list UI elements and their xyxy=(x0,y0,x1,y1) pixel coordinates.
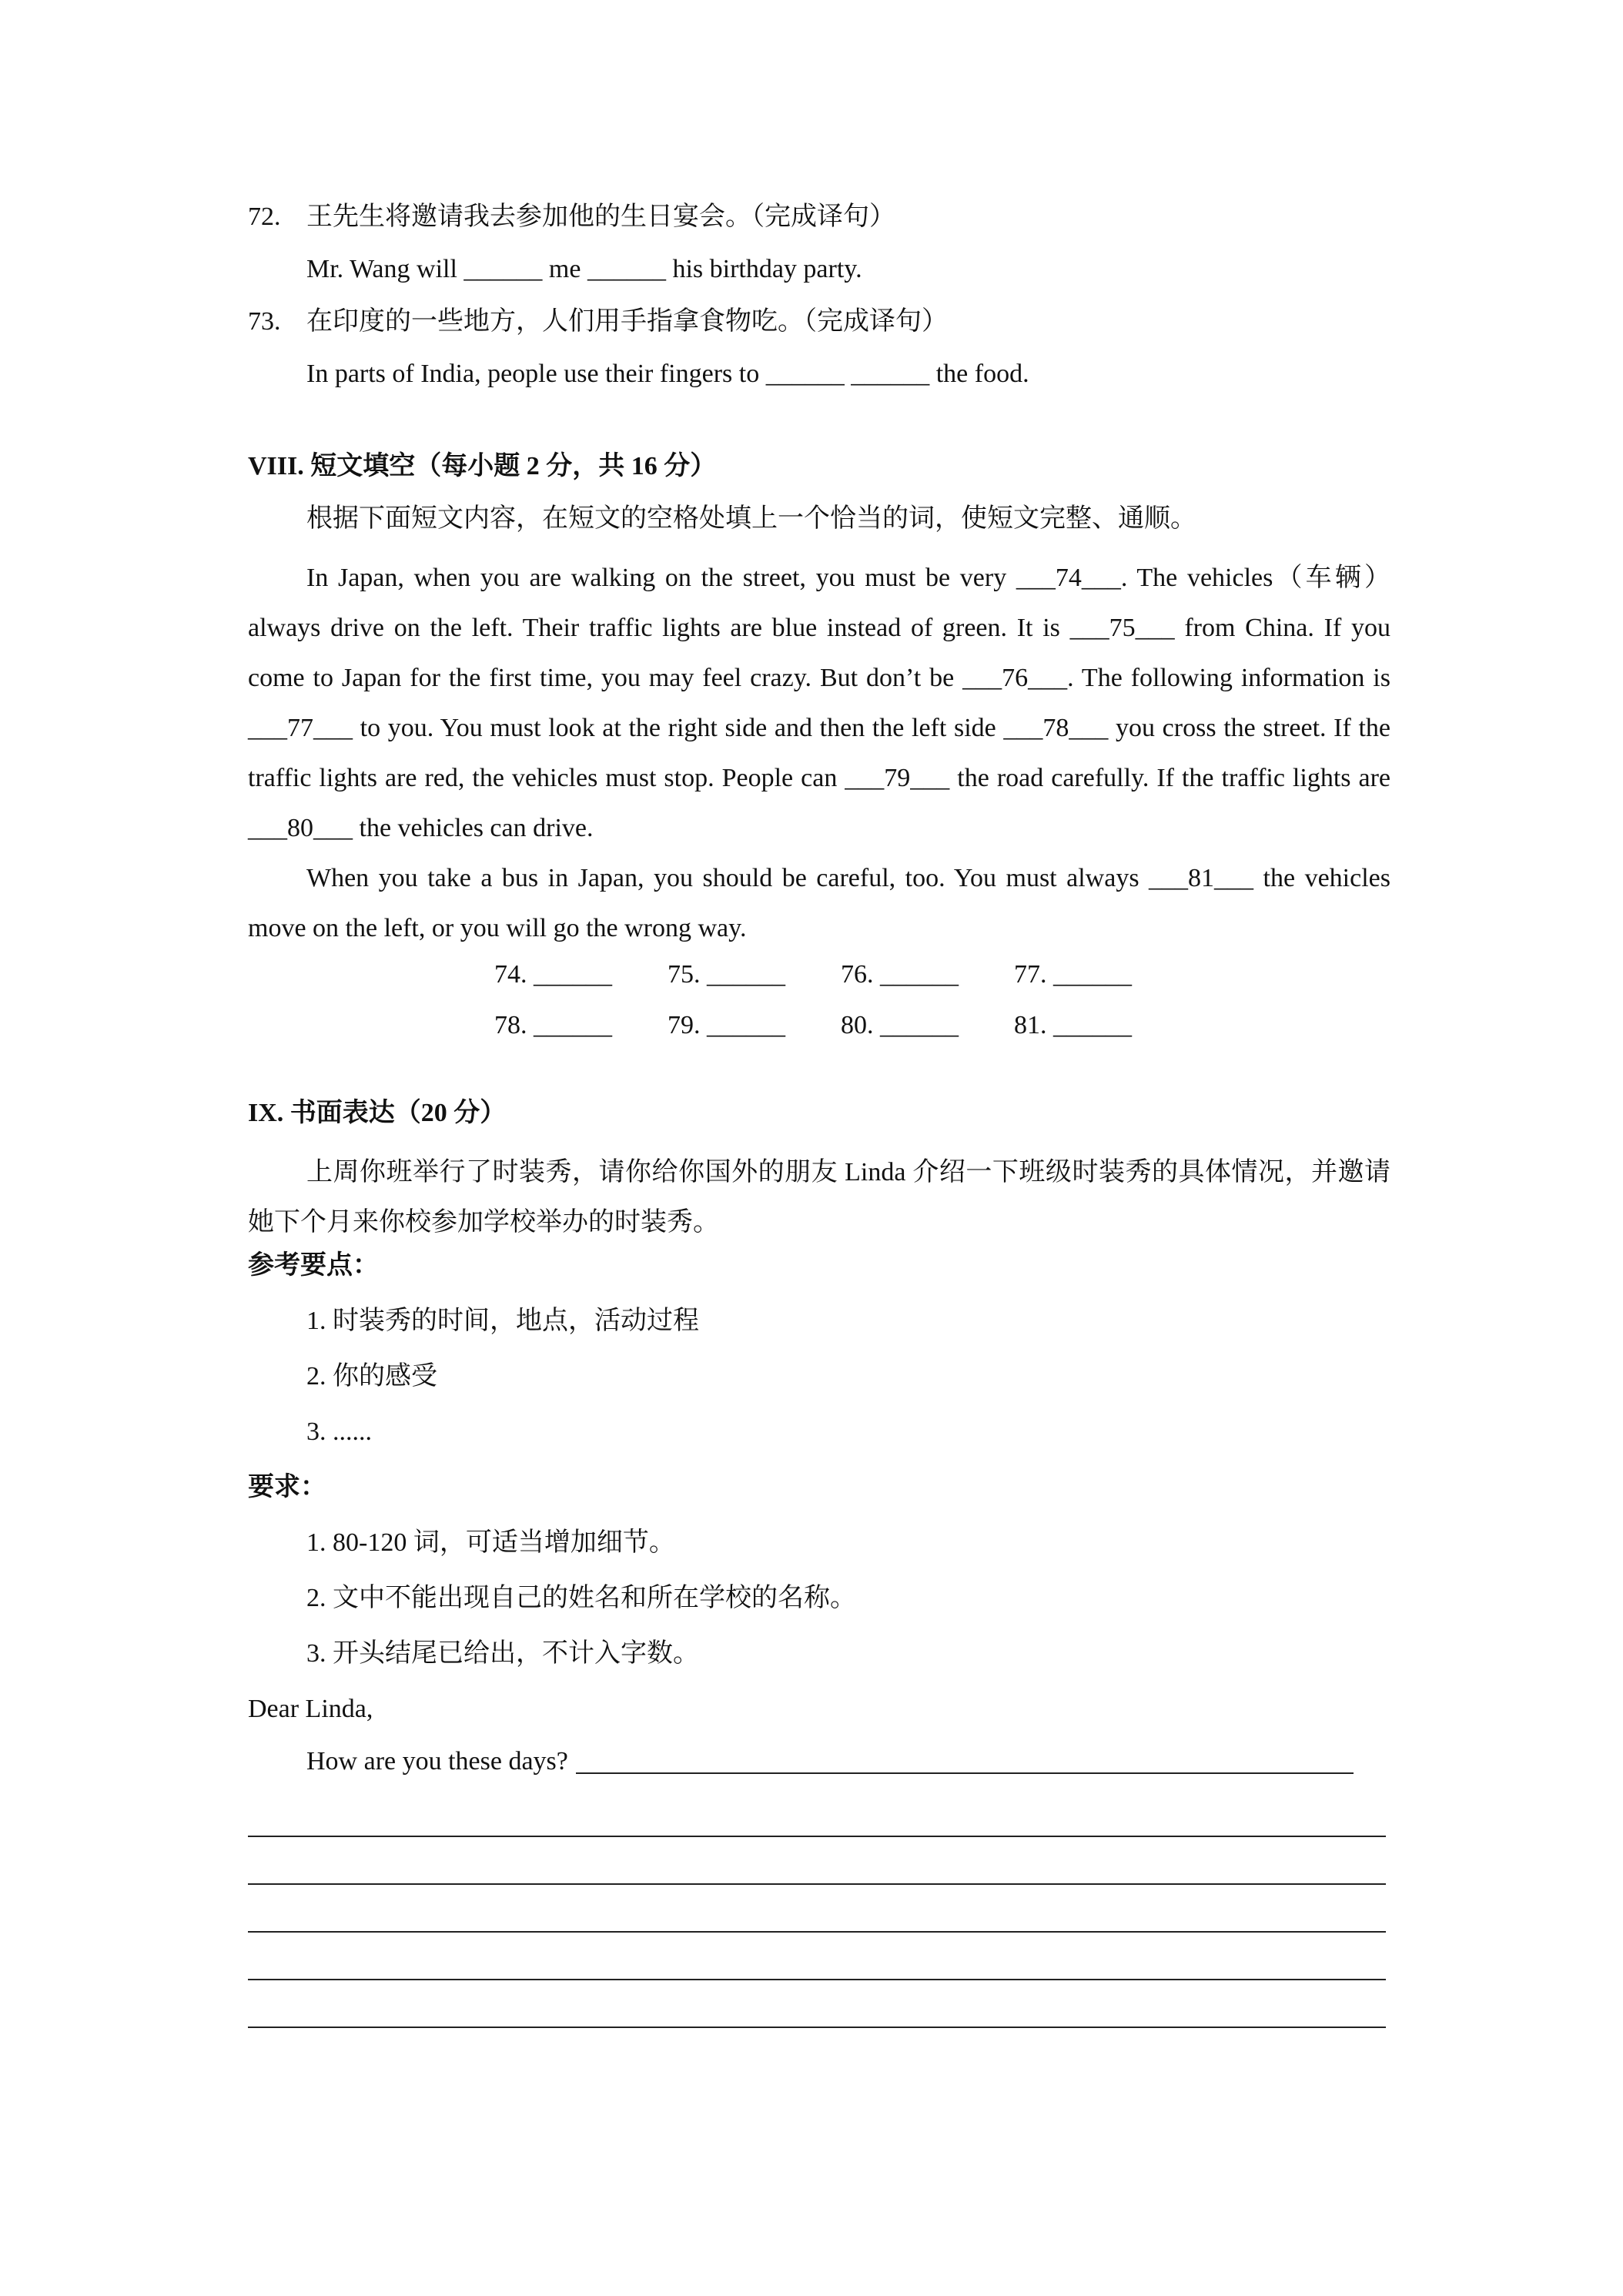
answer-row xyxy=(494,1007,1390,1058)
cloze-paragraph-1: In Japan, when you are walking on the street, you must be very ___74___. The vehicles（车辆）always drive on the left. Their traffic lights are blue instead of green. It is ___75___ from China. If you come to Japan for the first time, you may feel crazy. But don’t be ___76___. The following information is ___77___ to you. You must look at the right side and then the left side ___78___ you cross the street. If the traffic lights are red, the vehicles must stop. People can ___79___ the road carefully. If the traffic lights are ___80___ the vehicles can drive. xyxy=(248,564,1390,842)
question-prompt: 在印度的一些地方，人们用手指拿食物吃。（完成译句） xyxy=(306,307,948,336)
answer-blank: 81. ______ xyxy=(1014,1011,1132,1039)
question-number: 73. xyxy=(248,307,281,336)
writing-line[interactable] xyxy=(576,1743,1354,1774)
requirement-item: 3. 开头结尾已给出，不计入字数。 xyxy=(306,1639,699,1668)
point-item: 3. ...... xyxy=(306,1417,372,1446)
exam-page xyxy=(248,199,1390,2028)
letter-opening: How are you these days? xyxy=(306,1747,568,1776)
requirements-label: 要求： xyxy=(248,1473,326,1501)
writing-line[interactable] xyxy=(248,1837,1386,1885)
answer-blank: 76. ______ xyxy=(841,960,959,989)
question-73-sentence: In parts of India, people use their fingers to ______ ______ the food. xyxy=(306,360,1029,388)
question-72-sentence: Mr. Wang will ______ me ______ his birthday party. xyxy=(306,255,862,283)
question-73 xyxy=(248,303,1390,356)
writing-line[interactable] xyxy=(248,1885,1386,1933)
writing-prompt: 上周你班举行了时装秀，请你给你国外的朋友 Linda 介绍一下班级时装秀的具体情况，并邀请她下个月来你校参加学校举办的时装秀。 xyxy=(248,1158,1390,1237)
question-prompt: 王先生将邀请我去参加他的生日宴会。（完成译句） xyxy=(306,202,895,231)
section-8-title: VIII. 短文填空（每小题 2 分，共 16 分） xyxy=(248,452,717,480)
cloze-paragraph-2: When you take a bus in Japan, you should be careful, too. You must always ___81___ the vehicles move on the left, or you will go the wrong way. xyxy=(248,864,1390,942)
answer-blank: 75. ______ xyxy=(668,960,785,989)
points-label: 参考要点： xyxy=(248,1251,379,1280)
answer-blank: 79. ______ xyxy=(668,1011,785,1039)
writing-line[interactable] xyxy=(248,1789,1386,1837)
answer-blank: 80. ______ xyxy=(841,1011,959,1039)
point-item: 1. 时装秀的时间，地点，活动过程 xyxy=(306,1307,699,1335)
answer-row xyxy=(494,956,1390,1007)
section-8-instruction: 根据下面短文内容，在短文的空格处填上一个恰当的词，使短文完整、通顺。 xyxy=(306,504,1196,533)
question-72 xyxy=(248,199,1390,251)
requirement-item: 2. 文中不能出现自己的姓名和所在学校的名称。 xyxy=(306,1584,856,1612)
answer-blank: 78. ______ xyxy=(494,1011,612,1039)
requirement-item: 1. 80-120 词，可适当增加细节。 xyxy=(306,1528,675,1557)
letter-salutation: Dear Linda, xyxy=(248,1695,373,1723)
question-number: 72. xyxy=(248,202,281,231)
writing-line[interactable] xyxy=(248,1980,1386,2028)
section-9-title: IX. 书面表达（20 分） xyxy=(248,1099,507,1127)
answer-blank: 74. ______ xyxy=(494,960,612,989)
writing-line[interactable] xyxy=(248,1933,1386,1980)
letter-opening-line xyxy=(248,1743,1390,1789)
answer-blank: 77. ______ xyxy=(1014,960,1132,989)
point-item: 2. 你的感受 xyxy=(306,1362,437,1391)
answer-grid xyxy=(494,956,1390,1058)
